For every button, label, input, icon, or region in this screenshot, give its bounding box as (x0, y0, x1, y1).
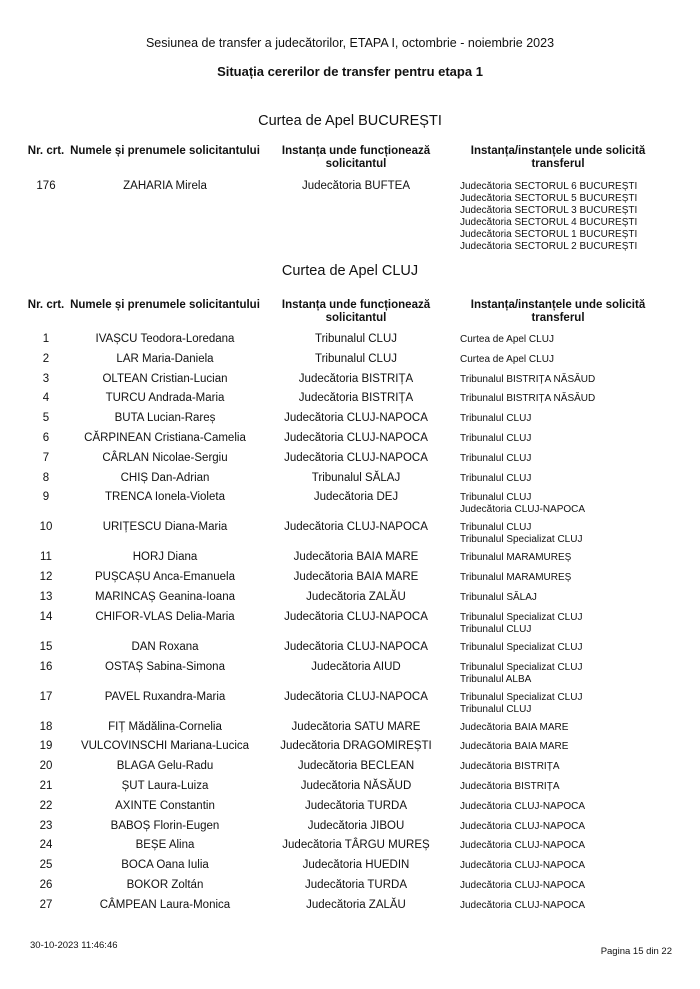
current-instance: Judecătoria ZALĂU (306, 898, 406, 911)
current-instance: Judecătoria CLUJ-NAPOCA (284, 610, 428, 623)
current-instance: Tribunalul CLUJ (314, 333, 398, 345)
table-row (0, 521, 700, 551)
table-row (0, 859, 700, 879)
row-number: 26 (39, 878, 53, 891)
applicant-name: PAVEL Ruxandra-Maria (104, 690, 226, 703)
row-number: 176 (36, 180, 56, 192)
requested-instances (460, 452, 672, 472)
requested-instance: Judecătoria BISTRIȚA (460, 780, 560, 792)
requested-instances (460, 641, 672, 661)
table-row (0, 491, 700, 521)
current-instance: Judecătoria NĂSĂUD (300, 779, 412, 792)
table-row (0, 820, 700, 840)
current-instance: Judecătoria JIBOU (307, 819, 405, 832)
applicant-name: CHIFOR-VLAS Delia-Maria (95, 610, 235, 623)
col-requested: Instanța/instanțele unde solicită transferul (470, 145, 646, 170)
current-instance: Judecătoria DEJ (313, 491, 399, 504)
session-title: Sesiunea de transfer a judecătorilor, ETAPA I, octombrie - noiembrie 2023 (145, 36, 555, 50)
row-number: 27 (39, 898, 53, 911)
requested-instances (460, 432, 672, 452)
col-nr: Nr. crt. (27, 299, 65, 311)
applicant-name: FIȚ Mădălina-Cornelia (108, 720, 222, 733)
table-row (0, 641, 700, 661)
table-row (0, 571, 700, 591)
current-instance: Judecătoria DRAGOMIREȘTI (280, 740, 432, 753)
requested-instance: Judecătoria CLUJ-NAPOCA (460, 504, 586, 516)
requested-instances (460, 780, 672, 800)
requested-instance: Judecătoria CLUJ-NAPOCA (460, 840, 586, 852)
row-number: 11 (40, 551, 52, 564)
requested-instance: Tribunalul MARAMUREȘ (460, 552, 572, 564)
current-instance: Judecătoria ZALĂU (306, 590, 406, 603)
requested-instance: Tribunalul CLUJ (460, 452, 532, 464)
requested-instances (460, 740, 672, 760)
current-instance: Judecătoria CLUJ-NAPOCA (284, 640, 428, 653)
page-title: Situația cererilor de transfer pentru etapa 1 (217, 64, 483, 79)
applicant-name: VULCOVINSCHI Mariana-Lucica (80, 740, 250, 753)
requested-instance: Judecătoria CLUJ-NAPOCA (460, 899, 586, 911)
table-row (0, 180, 700, 256)
applicant-name: BEȘE Alina (135, 839, 195, 852)
table-bucuresti (0, 180, 700, 256)
requested-instance: Tribunalul Specializat CLUJ (460, 691, 583, 703)
current-instance: Judecătoria BUFTEA (301, 180, 410, 192)
requested-instance: Tribunalul CLUJ (460, 413, 532, 425)
requested-instances (460, 879, 672, 899)
row-number: 24 (39, 839, 53, 852)
row-number: 15 (39, 640, 53, 653)
requested-instance: Tribunalul Specializat CLUJ (460, 611, 583, 623)
requested-instance: Tribunalul SĂLAJ (460, 591, 537, 603)
applicant-name: URIȚESCU Diana-Maria (102, 521, 228, 534)
requested-instance: Judecătoria BISTRIȚA (460, 761, 560, 773)
requested-instance: Tribunalul Specializat CLUJ (460, 661, 583, 673)
table-row (0, 691, 700, 721)
requested-instance: Judecătoria SECTORUL 3 BUCUREȘTI (460, 205, 638, 216)
requested-instance: Judecătoria BAIA MARE (460, 721, 569, 733)
requested-instances (460, 333, 672, 353)
requested-instances (460, 899, 672, 919)
row-number: 12 (39, 571, 53, 584)
row-number: 16 (39, 660, 53, 673)
applicant-name: OLTEAN Cristian-Lucian (102, 372, 228, 385)
requested-instances (460, 839, 672, 859)
requested-instance: Judecătoria BAIA MARE (460, 741, 569, 753)
requested-instance: Tribunalul CLUJ (460, 492, 532, 504)
col-name: Numele și prenumele solicitantului (70, 145, 260, 157)
timestamp: 30-10-2023 11:46:46 (30, 940, 118, 951)
current-instance: Judecătoria BISTRIȚA (298, 392, 414, 405)
requested-instance: Tribunalul CLUJ (460, 472, 532, 484)
row-number: 21 (39, 779, 53, 792)
applicant-name: ȘUT Laura-Luiza (121, 779, 209, 792)
row-number: 9 (42, 491, 50, 504)
requested-instances (460, 180, 672, 256)
requested-instances (460, 760, 672, 780)
row-number: 23 (39, 819, 53, 832)
row-number: 17 (39, 690, 53, 703)
col-instance: Instanța unde funcționează solicitantul (281, 299, 431, 324)
row-number: 19 (39, 740, 53, 753)
requested-instances (460, 591, 672, 611)
requested-instance: Judecătoria SECTORUL 4 BUCUREȘTI (460, 217, 638, 228)
requested-instance: Tribunalul ALBA (460, 673, 532, 685)
requested-instances (460, 521, 672, 551)
applicant-name: DAN Roxana (131, 640, 199, 653)
applicant-name: LAR Maria-Daniela (116, 352, 214, 365)
row-number: 2 (42, 352, 50, 365)
col-name: Numele și prenumele solicitantului (70, 299, 260, 311)
col-requested: Instanța/instanțele unde solicită transferul (470, 299, 646, 324)
applicant-name: CÂRLAN Nicolae-Sergiu (102, 451, 228, 464)
table-row (0, 452, 700, 472)
requested-instance: Tribunalul CLUJ (460, 623, 532, 635)
current-instance: Judecătoria AIUD (311, 660, 401, 673)
table-row (0, 611, 700, 641)
requested-instances (460, 571, 672, 591)
requested-instances (460, 859, 672, 879)
applicant-name: BLAGA Gelu-Radu (116, 760, 214, 773)
current-instance: Judecătoria CLUJ-NAPOCA (284, 451, 428, 464)
applicant-name: TURCU Andrada-Maria (105, 392, 225, 405)
applicant-name: TRENCA Ionela-Violeta (105, 491, 225, 504)
requested-instance: Judecătoria SECTORUL 2 BUCUREȘTI (460, 241, 638, 252)
current-instance: Judecătoria SATU MARE (291, 720, 421, 733)
requested-instance: Judecătoria SECTORUL 1 BUCUREȘTI (460, 229, 638, 240)
requested-instances (460, 491, 672, 521)
court-title-bucuresti: Curtea de Apel BUCUREȘTI (258, 113, 442, 129)
requested-instance: Tribunalul CLUJ (460, 432, 532, 444)
requested-instance: Tribunalul Specializat CLUJ (460, 534, 583, 546)
applicant-name: HORJ Diana (132, 551, 198, 564)
applicant-name: BOCA Oana Iulia (121, 859, 209, 872)
table-row (0, 333, 700, 353)
applicant-name: MARINCAȘ Geanina-Ioana (95, 590, 235, 603)
current-instance: Judecătoria BECLEAN (297, 760, 415, 773)
requested-instance: Tribunalul CLUJ (460, 703, 532, 715)
requested-instances (460, 392, 672, 412)
table-row (0, 740, 700, 760)
row-number: 7 (42, 451, 50, 464)
row-number: 3 (42, 372, 50, 385)
current-instance: Tribunalul SĂLAJ (311, 471, 401, 484)
current-instance: Judecătoria HUEDIN (302, 859, 410, 872)
requested-instances (460, 353, 672, 373)
current-instance: Judecătoria BAIA MARE (293, 551, 419, 564)
current-instance: Judecătoria BAIA MARE (293, 571, 419, 584)
applicant-name: CHIȘ Dan-Adrian (120, 471, 210, 484)
current-instance: Judecătoria CLUJ-NAPOCA (284, 521, 428, 534)
row-number: 8 (42, 471, 50, 484)
requested-instance: Tribunalul MARAMUREȘ (460, 572, 572, 584)
current-instance: Judecătoria TURDA (304, 878, 408, 891)
requested-instance: Curtea de Apel CLUJ (460, 334, 554, 345)
current-instance: Judecătoria TURDA (304, 799, 408, 812)
current-instance: Judecătoria CLUJ-NAPOCA (284, 690, 428, 703)
col-instance: Instanța unde funcționează solicitantul (281, 145, 431, 170)
requested-instance: Tribunalul BISTRIȚA NĂSĂUD (460, 393, 596, 405)
page-number: Pagina 15 din 22 (600, 946, 672, 957)
requested-instance: Judecătoria CLUJ-NAPOCA (460, 879, 586, 891)
table-row (0, 373, 700, 393)
current-instance: Tribunalul CLUJ (314, 352, 398, 365)
table-row (0, 392, 700, 412)
table-row (0, 432, 700, 452)
applicant-name: BUTA Lucian-Rareș (114, 412, 216, 425)
row-number: 14 (39, 610, 53, 623)
current-instance: Judecătoria TÂRGU MUREȘ (282, 839, 430, 852)
table-cluj (0, 333, 700, 919)
row-number: 20 (39, 760, 53, 773)
row-number: 13 (39, 590, 53, 603)
requested-instances (460, 412, 672, 432)
requested-instance: Tribunalul Specializat CLUJ (460, 641, 583, 653)
table-row (0, 472, 700, 492)
table-row (0, 412, 700, 432)
requested-instances (460, 611, 672, 641)
requested-instances (460, 373, 672, 393)
table-row (0, 780, 700, 800)
row-number: 4 (42, 392, 50, 405)
table-row (0, 551, 700, 571)
table-row (0, 353, 700, 373)
requested-instance: Judecătoria SECTORUL 5 BUCUREȘTI (460, 193, 638, 204)
applicant-name: CĂRPINEAN Cristiana-Camelia (84, 431, 246, 444)
requested-instances (460, 800, 672, 820)
applicant-name: BOKOR Zoltán (126, 878, 204, 891)
table-row (0, 800, 700, 820)
requested-instances (460, 691, 672, 721)
table-row (0, 721, 700, 741)
applicant-name: IVAȘCU Teodora-Loredana (95, 333, 235, 345)
table-row (0, 591, 700, 611)
row-number: 1 (42, 333, 50, 345)
table-row (0, 760, 700, 780)
applicant-name: BABOȘ Florin-Eugen (110, 819, 220, 832)
applicant-name: OSTAȘ Sabina-Simona (105, 660, 225, 673)
requested-instances (460, 661, 672, 691)
table-row (0, 661, 700, 691)
row-number: 25 (39, 859, 53, 872)
col-nr: Nr. crt. (27, 145, 65, 157)
table-row (0, 879, 700, 899)
requested-instances (460, 472, 672, 492)
requested-instances (460, 721, 672, 741)
row-number: 18 (39, 720, 53, 733)
applicant-name: AXINTE Constantin (115, 799, 215, 812)
table-row (0, 899, 700, 919)
current-instance: Judecătoria CLUJ-NAPOCA (284, 431, 428, 444)
requested-instance: Curtea de Apel CLUJ (460, 353, 554, 365)
row-number: 22 (39, 799, 53, 812)
requested-instance: Tribunalul BISTRIȚA NĂSĂUD (460, 373, 596, 385)
applicant-name: CÂMPEAN Laura-Monica (99, 898, 231, 911)
current-instance: Judecătoria CLUJ-NAPOCA (284, 412, 428, 425)
table-row (0, 839, 700, 859)
current-instance: Judecătoria BISTRIȚA (298, 372, 414, 385)
row-number: 5 (42, 412, 50, 425)
requested-instance: Judecătoria CLUJ-NAPOCA (460, 800, 586, 812)
requested-instance: Judecătoria SECTORUL 6 BUCUREȘTI (460, 181, 638, 192)
applicant-name: PUȘCAȘU Anca-Emanuela (95, 571, 235, 584)
row-number: 10 (39, 521, 53, 534)
requested-instances (460, 551, 672, 571)
applicant-name: ZAHARIA Mirela (123, 180, 207, 192)
requested-instance: Judecătoria CLUJ-NAPOCA (460, 820, 586, 832)
requested-instance: Tribunalul CLUJ (460, 522, 532, 534)
requested-instance: Judecătoria CLUJ-NAPOCA (460, 860, 586, 872)
row-number: 6 (42, 431, 50, 444)
court-title-cluj: Curtea de Apel CLUJ (281, 263, 419, 279)
requested-instances (460, 820, 672, 840)
